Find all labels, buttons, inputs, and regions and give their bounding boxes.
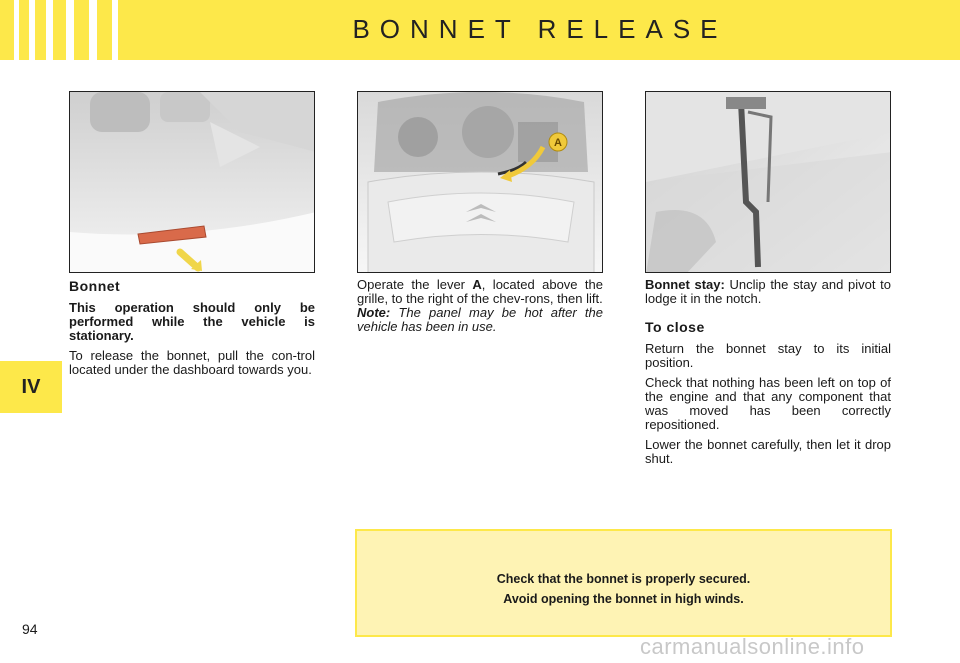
callout-label: A bbox=[554, 137, 562, 149]
section-heading-close: To close bbox=[645, 319, 705, 335]
dashboard-illustration bbox=[70, 92, 315, 273]
note-label: Note: bbox=[357, 305, 391, 320]
heat-note bbox=[357, 306, 603, 334]
safety-warning: This operation should only be performed while the vehicle is stationary. bbox=[69, 300, 315, 343]
lever-text-after: , located above the grille, to the right of the chev-rons, then lift. bbox=[357, 277, 603, 306]
lever-instructions bbox=[357, 278, 603, 306]
header-stripe bbox=[112, 0, 118, 60]
dashboard-lever-photo bbox=[69, 91, 315, 273]
note-text: The panel may be hot after the vehicle has been in use. bbox=[357, 305, 603, 334]
engine-bay-photo bbox=[357, 91, 603, 273]
section-heading-bonnet: Bonnet bbox=[69, 278, 121, 294]
warning-line-2: Avoid opening the bonnet in high winds. bbox=[503, 592, 744, 606]
chapter-tab[interactable]: IV bbox=[0, 361, 62, 413]
page-number: 94 bbox=[22, 621, 38, 637]
footer-watermark: carmanualsonline.info bbox=[640, 634, 865, 659]
header-stripe bbox=[46, 0, 53, 60]
engine-bay-illustration bbox=[358, 92, 603, 273]
column-stay bbox=[645, 278, 891, 472]
close-step-3: Lower the bonnet carefully, then let it drop shut. bbox=[645, 437, 891, 466]
bonnet-stay-instructions bbox=[645, 278, 891, 306]
warning-text bbox=[357, 569, 890, 609]
header-band bbox=[0, 0, 960, 60]
bonnet-stay-photo bbox=[645, 91, 891, 273]
header-stripe bbox=[14, 0, 19, 60]
warning-line-1: Check that the bonnet is properly secured. bbox=[496, 572, 751, 586]
column-bonnet bbox=[69, 279, 315, 383]
release-instructions: To release the bonnet, pull the con-trol located under the dashboard towards you. bbox=[69, 348, 315, 377]
header-stripe bbox=[66, 0, 74, 60]
header-stripe bbox=[89, 0, 97, 60]
stay-text: Unclip the stay and pivot to lodge it in the notch. bbox=[645, 277, 891, 306]
stay-label: Bonnet stay: bbox=[645, 277, 725, 292]
warning-box bbox=[355, 529, 892, 637]
lever-label: A bbox=[472, 277, 482, 292]
close-step-1: Return the bonnet stay to its initial position. bbox=[645, 341, 891, 370]
page-title: BONNET RELEASE bbox=[352, 14, 728, 44]
header-stripe bbox=[29, 0, 35, 60]
column-lever bbox=[357, 278, 603, 334]
close-step-2: Check that nothing has been left on top of the engine and that any component that was moved has been correctly repositioned. bbox=[645, 375, 891, 432]
lever-text-before: Operate the lever bbox=[357, 277, 473, 292]
bonnet-stay-illustration bbox=[646, 92, 891, 273]
